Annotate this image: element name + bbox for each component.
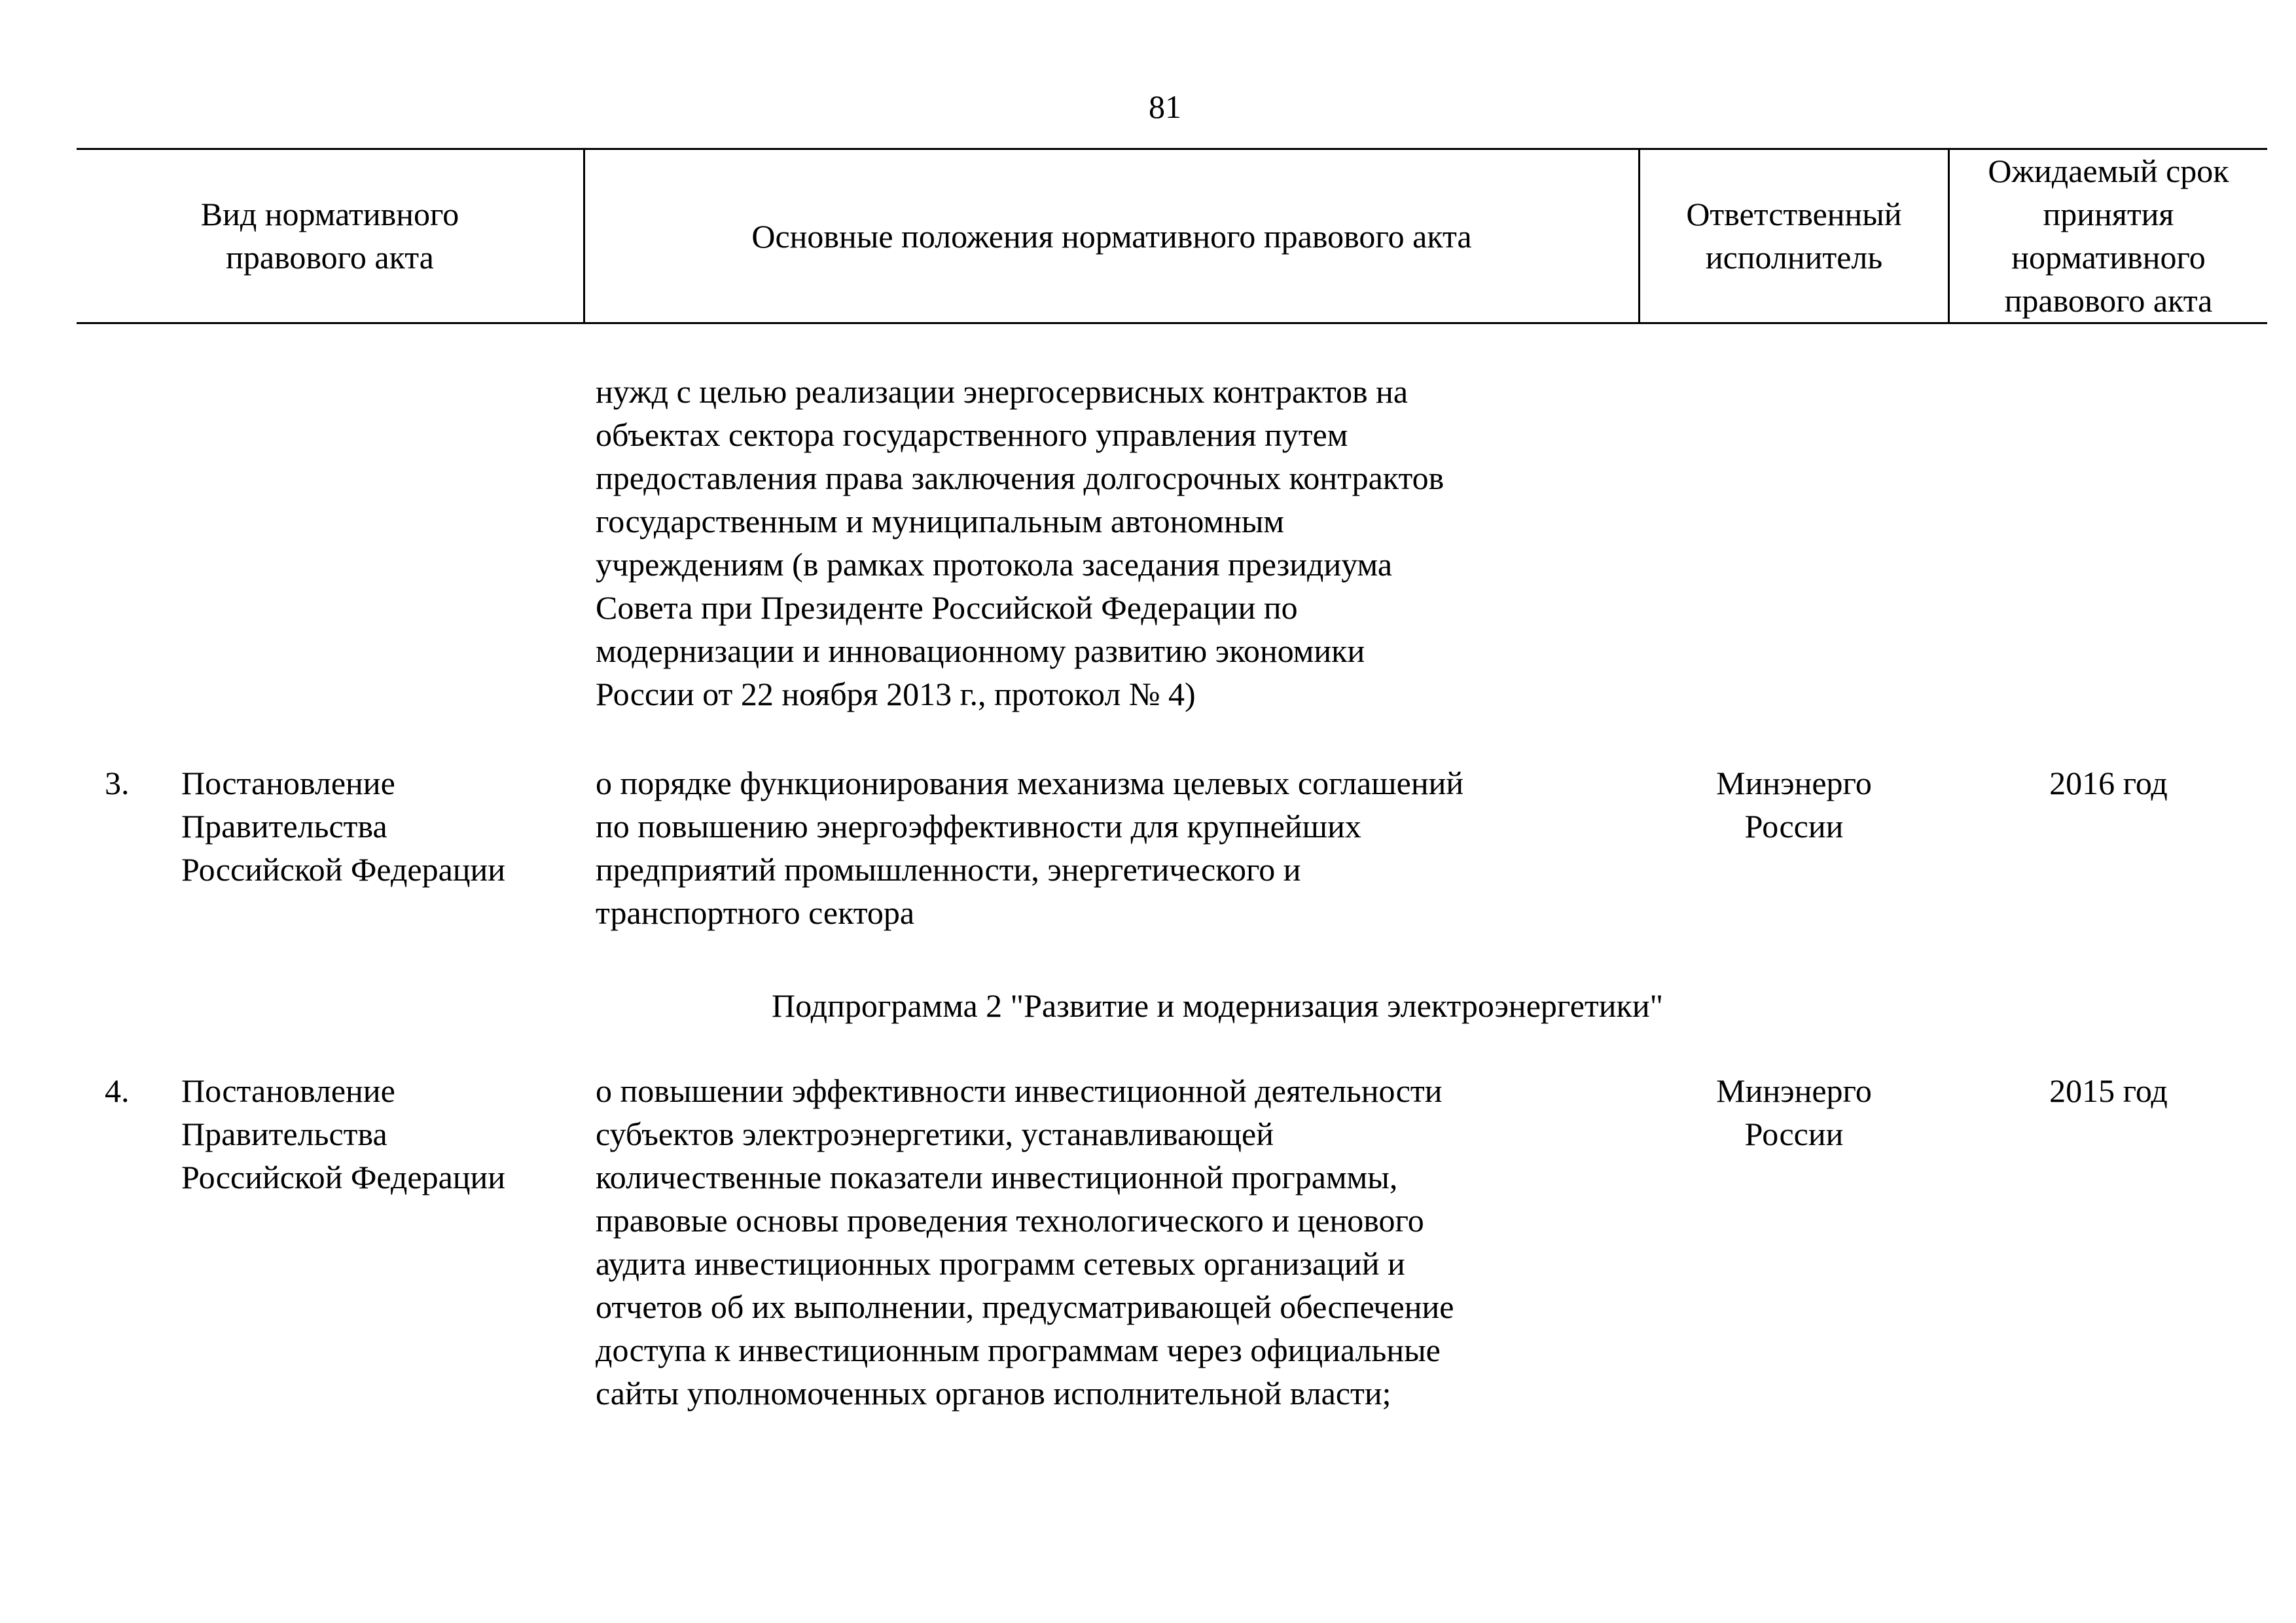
row-4-act-type: Постановление Правительства Российской Федерации bbox=[181, 1072, 506, 1195]
row-3-executor: Минэнерго России bbox=[1716, 765, 1872, 845]
row-3-deadline: 2016 год bbox=[2049, 765, 2168, 801]
header-act-type: Вид нормативного правового акта bbox=[200, 196, 459, 276]
row-3-act-type: Постановление Правительства Российской Федерации bbox=[181, 765, 506, 888]
row-3-number: 3. bbox=[105, 765, 130, 801]
row-4-provisions: о повышении эффективности инвестиционной деятельности субъектов электроэнергетики, устанавливающей количественные показатели инвестиционной программы, правовые основы проведения технологического и ценового аудита инвестиционных программ сетевых организаций и отчетов об их выполнении, предусматривающей обеспечение доступа к инвестиционным программам через официальные сайты уполномоченных органов исполнительной власти; bbox=[596, 1072, 1454, 1412]
subprogram-heading: Подпрограмма 2 "Развитие и модернизация электроэнергетики" bbox=[771, 987, 1663, 1024]
header-top-rule bbox=[77, 148, 2267, 150]
header-bottom-rule bbox=[77, 322, 2267, 324]
header-provisions: Основные положения нормативного правового акта bbox=[751, 218, 1472, 255]
row-3-provisions: о порядке функционирования механизма целевых соглашений по повышению энергоэффективности для крупнейших предприятий промышленности, энергетического и транспортного сектора bbox=[596, 765, 1464, 931]
header-executor: Ответственный исполнитель bbox=[1686, 196, 1902, 276]
header-deadline: Ожидаемый срок принятия нормативного правового акта bbox=[1988, 153, 2229, 319]
page-number: 81 bbox=[1149, 88, 1181, 125]
continuation-provisions: нужд с целью реализации энергосервисных контрактов на объектах сектора государственного управления путем предоставления права заключения долгосрочных контрактов государственным и муниципальным автономным учреждениям (в рамках протокола заседания президиума Совета при Президенте Российской Федерации по модернизации и инновационному развитию экономики России от 22 ноября 2013 г., протокол № 4) bbox=[596, 373, 1444, 712]
row-4-deadline: 2015 год bbox=[2049, 1072, 2168, 1109]
row-4-executor: Минэнерго России bbox=[1716, 1072, 1872, 1152]
row-4-number: 4. bbox=[105, 1072, 130, 1109]
